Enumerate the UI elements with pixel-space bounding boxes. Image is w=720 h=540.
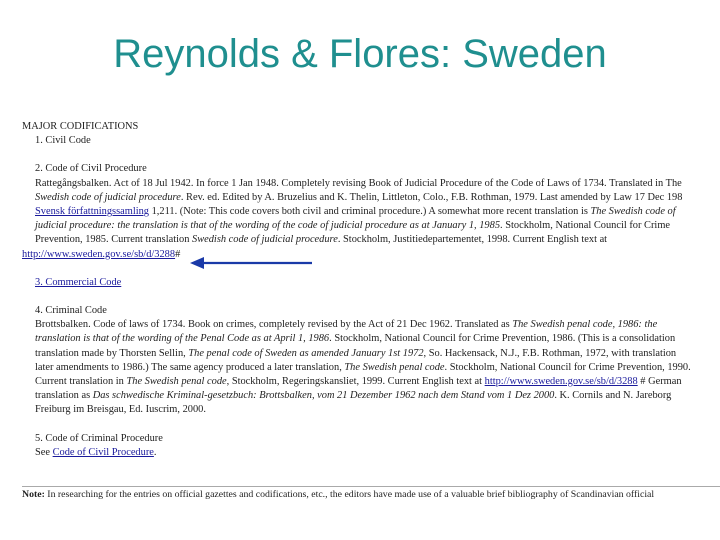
code-civil-procedure-link[interactable]: Code of Civil Procedure bbox=[52, 446, 154, 458]
major-codifications-heading: MAJOR CODIFICATIONS bbox=[22, 121, 139, 132]
slide-title: Reynolds & Flores: Sweden bbox=[113, 32, 607, 76]
criminal-code-line-2: translation is that of the wording of the Penal Code as at April 1, 1986. Stockholm, National Council for Crime Prevention, 1986. (This is a consolidation bbox=[35, 333, 676, 345]
civil-procedure-url-line: http://www.sweden.gov.se/sb/d/3288# bbox=[22, 248, 181, 260]
criminal-code-line-7: Freiburg im Breisgau, Ed. Iuscrim, 2000. bbox=[35, 404, 206, 416]
criminal-code-line-6: translation as Das schwedische Kriminal-gesetzbuch: Brottsbalken, vom 21 Dezember 1962 nach dem Stand vom 1 Dez 2000. K. Cornils and N. Jareborg bbox=[35, 390, 672, 402]
criminal-code-line-4: later amendments to 1986.) The same agency produced a later translation, The Swedish penal code. Stockholm, National Council for Crime Prevention, 1990. bbox=[35, 361, 691, 373]
section-commercial-code: 3. Commercial Code bbox=[35, 276, 122, 288]
svensk-forfattningssamling-link[interactable]: Svensk författningssamling bbox=[35, 206, 149, 218]
editor-note: Note: In researching for the entries on official gazettes and codifications, etc., the editors have made use of a valuable brief bibliography of Scandinavian official bbox=[22, 489, 655, 500]
civil-procedure-line-5: Prevention, 1985. Current translation Swedish code of judicial procedure. Stockholm, Justitiedepartementet, 1998. Current English text at bbox=[35, 234, 608, 246]
civil-procedure-line-3: Svensk författningssamling 1,211. (Note: This code covers both civil and criminal procedure.) A somewhat more recent translation is The Swedish code of bbox=[35, 206, 676, 218]
criminal-code-line-3: translation made by Thorsten Sellin, The penal code of Sweden as amended January 1st 1972, So. Hackensack, N.J., F.B. Rothman, 1972, with translation bbox=[35, 347, 677, 359]
section-criminal-code: 4. Criminal Code bbox=[35, 305, 107, 317]
criminal-code-line-1: Brottsbalken. Code of laws of 1734. Book on crimes, completely revised by the Act of 21 Dec 1962. Translated as The Swedish penal code, 1986: the bbox=[35, 319, 658, 331]
section-code-criminal-procedure: 5. Code of Criminal Procedure bbox=[35, 432, 163, 444]
criminal-procedure-see-line: See Code of Civil Procedure. bbox=[35, 446, 157, 458]
civil-procedure-line-4: judicial procedure: the translation is that of the wording of the code of judicial procedure as at January 1, 1985. Stockholm, National Council for Crime bbox=[35, 220, 671, 232]
criminal-code-line-5: Current translation in The Swedish penal code, Stockholm, Regeringskansliet, 1999. Current English text at http://www.sweden.gov.se/sb/d/3288 # German bbox=[35, 376, 682, 388]
section-civil-code: 1. Civil Code bbox=[35, 135, 91, 147]
criminal-code-sweden-gov-link[interactable]: http://www.sweden.gov.se/sb/d/3288 bbox=[484, 376, 638, 388]
sweden-gov-link[interactable]: http://www.sweden.gov.se/sb/d/3288 bbox=[22, 248, 176, 260]
section-code-civil-procedure: 2. Code of Civil Procedure bbox=[35, 163, 147, 175]
civil-procedure-line-1: Rattegångsbalken. Act of 18 Jul 1942. In force 1 Jan 1948. Completely revising Book of Judicial Procedure of the Code of Laws of 1734. Translated in The bbox=[35, 177, 682, 189]
civil-procedure-line-2: Swedish code of judicial procedure. Rev. ed. Edited by A. Bruzelius and K. Thelin, Littleton, Colo., F.B. Rothman, 1979. Last amended by Law 17 Dec 198 bbox=[35, 191, 683, 203]
